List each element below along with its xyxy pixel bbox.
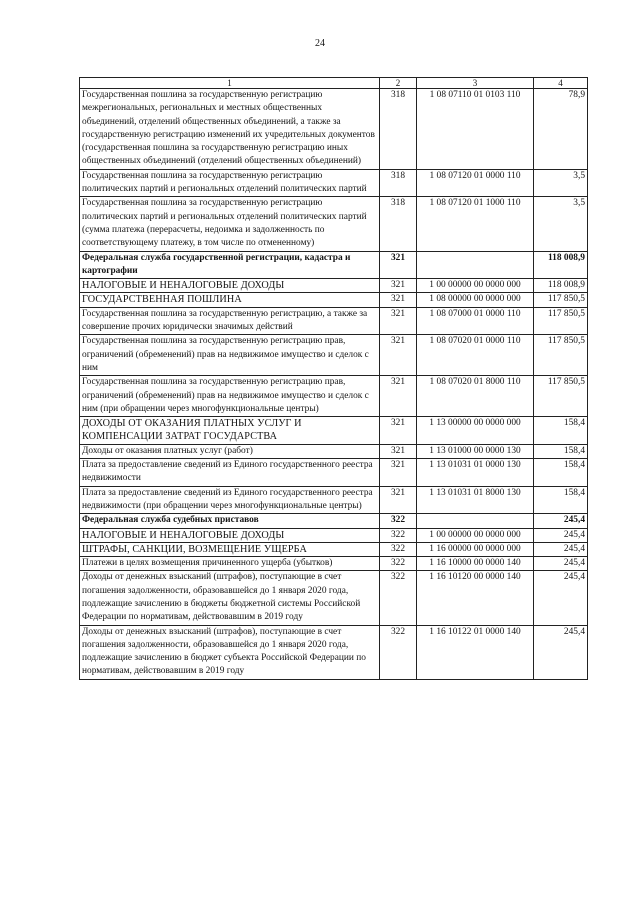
admin-code-cell: 321 [380,279,417,293]
amount-cell: 117 850,5 [534,293,588,307]
table-row [80,169,588,197]
amount-cell: 245,4 [534,514,588,528]
revenue-name-cell: ГОСУДАРСТВЕННАЯ ПОШЛИНА [80,293,380,307]
budget-code-cell: 1 08 07110 01 0103 110 [417,89,534,170]
admin-code-cell: 318 [380,169,417,197]
column-header-4: 4 [534,78,588,89]
budget-code-cell: 1 13 00000 00 0000 000 [417,417,534,445]
amount-cell: 117 850,5 [534,376,588,417]
admin-code-cell: 321 [380,307,417,335]
budget-code-cell: 1 08 07020 01 0000 110 [417,335,534,376]
amount-cell: 245,4 [534,557,588,571]
revenue-name-cell: Доходы от оказания платных услуг (работ) [80,444,380,458]
table-row [80,251,588,279]
revenue-name-cell: НАЛОГОВЫЕ И НЕНАЛОГОВЫЕ ДОХОДЫ [80,528,380,542]
budget-code-cell: 1 00 00000 00 0000 000 [417,279,534,293]
table-row [80,528,588,542]
admin-code-cell: 321 [380,251,417,279]
budget-code-cell: 1 08 07120 01 1000 110 [417,197,534,251]
amount-cell: 117 850,5 [534,307,588,335]
admin-code-cell: 322 [380,542,417,556]
budget-code-cell [417,514,534,528]
admin-code-cell: 322 [380,528,417,542]
revenue-name-cell: Плата за предоставление сведений из Единого государственного реестра недвижимости (при обращении через многофункциональные центры) [80,486,380,514]
budget-code-cell: 1 08 07020 01 8000 110 [417,376,534,417]
table-row [80,486,588,514]
table-row [80,307,588,335]
column-header-3: 3 [417,78,534,89]
admin-code-cell: 321 [380,417,417,445]
table-row [80,376,588,417]
admin-code-cell: 318 [380,89,417,170]
revenue-name-cell: НАЛОГОВЫЕ И НЕНАЛОГОВЫЕ ДОХОДЫ [80,279,380,293]
amount-cell: 245,4 [534,528,588,542]
amount-cell: 118 008,9 [534,279,588,293]
budget-code-cell: 1 13 01031 01 8000 130 [417,486,534,514]
amount-cell: 117 850,5 [534,335,588,376]
table-row [80,335,588,376]
revenue-name-cell: Доходы от денежных взысканий (штрафов), поступающие в счет погашения задолженности, образовавшейся до 1 января 2020 года, подлежащие зачислению в бюджеты бюджетной системы Российской Федерации по нормативам, действовавшим в 2019 году [80,571,380,625]
revenue-name-cell: ШТРАФЫ, САНКЦИИ, ВОЗМЕЩЕНИЕ УЩЕРБА [80,542,380,556]
budget-code-cell: 1 16 10000 00 0000 140 [417,557,534,571]
table-row [80,197,588,251]
admin-code-cell: 322 [380,514,417,528]
amount-cell: 118 008,9 [534,251,588,279]
revenue-name-cell: Плата за предоставление сведений из Единого государственного реестра недвижимости [80,459,380,487]
table-row [80,625,588,679]
admin-code-cell: 321 [380,376,417,417]
table-row [80,571,588,625]
amount-cell: 158,4 [534,417,588,445]
admin-code-cell: 322 [380,625,417,679]
table-row [80,293,588,307]
table-row [80,459,588,487]
budget-code-cell: 1 16 10122 01 0000 140 [417,625,534,679]
budget-code-cell: 1 08 00000 00 0000 000 [417,293,534,307]
table-row [80,444,588,458]
revenue-name-cell: Государственная пошлина за государственную регистрацию межрегиональных, региональных и местных общественных объединений, отделений общественных объединений, а также за государственную регистрацию изменений их учредительных документов (государственная пошлина за государственную регистрацию иных общественных объединений (отделений общественных объединений) [80,89,380,170]
admin-code-cell: 321 [380,335,417,376]
table-row [80,542,588,556]
revenue-name-cell: Государственная пошлина за государственную регистрацию, а также за совершение прочих юридически значимых действий [80,307,380,335]
budget-code-cell [417,251,534,279]
budget-code-cell: 1 13 01031 01 0000 130 [417,459,534,487]
amount-cell: 245,4 [534,542,588,556]
table-body [80,89,588,680]
budget-code-cell: 1 08 07120 01 0000 110 [417,169,534,197]
budget-revenue-table [79,77,588,680]
table-row [80,417,588,445]
column-header-2: 2 [380,78,417,89]
revenue-name-cell: Федеральная служба судебных приставов [80,514,380,528]
table-row [80,514,588,528]
revenue-name-cell: Государственная пошлина за государственную регистрацию прав, ограничений (обременений) прав на недвижимое имущество и сделок с ним (при обращении через многофункциональные центры) [80,376,380,417]
budget-code-cell: 1 08 07000 01 0000 110 [417,307,534,335]
admin-code-cell: 321 [380,444,417,458]
admin-code-cell: 321 [380,293,417,307]
revenue-name-cell: Федеральная служба государственной регистрации, кадастра и картографии [80,251,380,279]
admin-code-cell: 321 [380,486,417,514]
revenue-name-cell: Государственная пошлина за государственную регистрацию прав, ограничений (обременений) прав на недвижимое имущество и сделок с ним [80,335,380,376]
column-header-1: 1 [80,78,380,89]
budget-code-cell: 1 16 10120 00 0000 140 [417,571,534,625]
admin-code-cell: 322 [380,557,417,571]
budget-code-cell: 1 16 00000 00 0000 000 [417,542,534,556]
amount-cell: 158,4 [534,486,588,514]
budget-code-cell: 1 13 01000 00 0000 130 [417,444,534,458]
page-number: 24 [315,38,325,49]
amount-cell: 3,5 [534,197,588,251]
admin-code-cell: 322 [380,571,417,625]
amount-cell: 158,4 [534,459,588,487]
revenue-name-cell: ДОХОДЫ ОТ ОКАЗАНИЯ ПЛАТНЫХ УСЛУГ И КОМПЕНСАЦИИ ЗАТРАТ ГОСУДАРСТВА [80,417,380,445]
amount-cell: 245,4 [534,625,588,679]
table-row [80,89,588,170]
revenue-name-cell: Платежи в целях возмещения причиненного ущерба (убытков) [80,557,380,571]
column-number-row [80,78,588,89]
revenue-name-cell: Доходы от денежных взысканий (штрафов), поступающие в счет погашения задолженности, образовавшейся до 1 января 2020 года, подлежащие зачислению в бюджет субъекта Российской Федерации по нормативам, действовавшим в 2019 году [80,625,380,679]
amount-cell: 245,4 [534,571,588,625]
table-row [80,279,588,293]
revenue-name-cell: Государственная пошлина за государственную регистрацию политических партий и региональных отделений политических партий (сумма платежа (перерасчеты, недоимка и задолженность по соответствующему платежу, в том числе по отмененному) [80,197,380,251]
admin-code-cell: 321 [380,459,417,487]
amount-cell: 158,4 [534,444,588,458]
amount-cell: 78,9 [534,89,588,170]
revenue-name-cell: Государственная пошлина за государственную регистрацию политических партий и региональных отделений политических партий [80,169,380,197]
admin-code-cell: 318 [380,197,417,251]
table-row [80,557,588,571]
budget-code-cell: 1 00 00000 00 0000 000 [417,528,534,542]
amount-cell: 3,5 [534,169,588,197]
